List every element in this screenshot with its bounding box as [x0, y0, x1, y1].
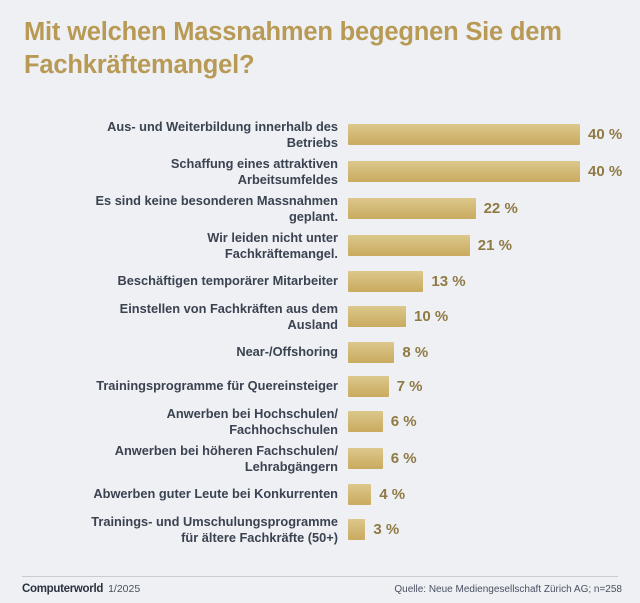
bar-label: Wir leiden nicht unter Fachkräftemangel. — [207, 229, 338, 261]
chart-row — [0, 153, 640, 190]
bar-value-label: 21 % — [477, 237, 512, 254]
bar-label: Anwerben bei höheren Fachschulen/ Lehrabgängern — [114, 442, 338, 474]
bar-area — [348, 335, 634, 369]
bar-value-label: 6 % — [390, 413, 417, 430]
bar — [348, 519, 365, 540]
bar-label: Trainings- und Umschulungsprogramme für ältere Fachkräfte (50+) — [91, 513, 338, 545]
bar-chart — [0, 116, 640, 548]
bar — [348, 448, 383, 469]
bar-area — [348, 298, 634, 335]
bar — [348, 198, 476, 219]
chart-row — [0, 335, 640, 369]
footer — [0, 583, 640, 595]
footer-divider — [22, 576, 618, 577]
bar-area — [348, 264, 634, 298]
bar-value-label: 10 % — [414, 308, 449, 325]
chart-row — [0, 511, 640, 548]
bar-label: Schaffung eines attraktiven Arbeitsumfeldes — [170, 155, 338, 187]
bar-area — [348, 440, 634, 477]
chart-row — [0, 298, 640, 335]
bar-value-label: 40 % — [588, 163, 623, 180]
chart-row — [0, 227, 640, 264]
bar — [348, 271, 423, 292]
bar-label: Einstellen von Fachkräften aus dem Ausland — [119, 300, 338, 332]
bar-value-label: 13 % — [431, 272, 466, 290]
chart-row — [0, 403, 640, 440]
bar-area — [348, 477, 634, 511]
bar — [348, 124, 580, 145]
brand-name: Computerworld — [22, 583, 104, 595]
bar-value-label: 22 % — [483, 200, 518, 217]
bar-area — [348, 153, 634, 190]
source-note: Quelle: Neue Mediengesellschaft Zürich AG; n=258 — [394, 584, 622, 595]
bar-label: Abwerben guter Leute bei Konkurrenten — [93, 486, 338, 502]
bar-label: Near-/Offshoring — [236, 344, 338, 360]
bar — [348, 484, 371, 505]
bar-area — [348, 511, 634, 548]
bar-area — [348, 190, 634, 227]
bar — [348, 306, 406, 327]
bar-value-label: 7 % — [396, 377, 423, 395]
bar-area — [348, 403, 634, 440]
chart-row — [0, 477, 640, 511]
bar-label: Trainingsprogramme für Quereinsteiger — [96, 378, 338, 394]
bar-label: Aus- und Weiterbildung innerhalb des Betriebs — [107, 118, 338, 150]
chart-row — [0, 369, 640, 403]
bar — [348, 376, 389, 397]
chart-row — [0, 440, 640, 477]
chart-row — [0, 116, 640, 153]
bar-label: Beschäftigen temporärer Mitarbeiter — [117, 273, 338, 289]
bar-value-label: 3 % — [373, 521, 400, 538]
bar-area — [348, 369, 634, 403]
bar-value-label: 8 % — [402, 343, 429, 361]
bar-area — [348, 116, 634, 153]
footer-brand-group — [22, 583, 140, 595]
bar — [348, 161, 580, 182]
issue-label: 1/2025 — [108, 583, 141, 595]
page-title: Mit welchen Massnahmen begegnen Sie dem Fachkräftemangel? — [24, 18, 562, 79]
chart-row — [0, 190, 640, 227]
bar-label: Es sind keine besonderen Massnahmen geplant. — [95, 192, 338, 224]
bar-value-label: 6 % — [390, 450, 417, 467]
bar-area — [348, 227, 634, 264]
bar — [348, 235, 470, 256]
bar — [348, 342, 394, 363]
bar-label: Anwerben bei Hochschulen/ Fachhochschulen — [166, 405, 338, 437]
bar-value-label: 4 % — [379, 485, 406, 503]
chart-row — [0, 264, 640, 298]
bar-value-label: 40 % — [588, 126, 623, 143]
bar — [348, 411, 383, 432]
